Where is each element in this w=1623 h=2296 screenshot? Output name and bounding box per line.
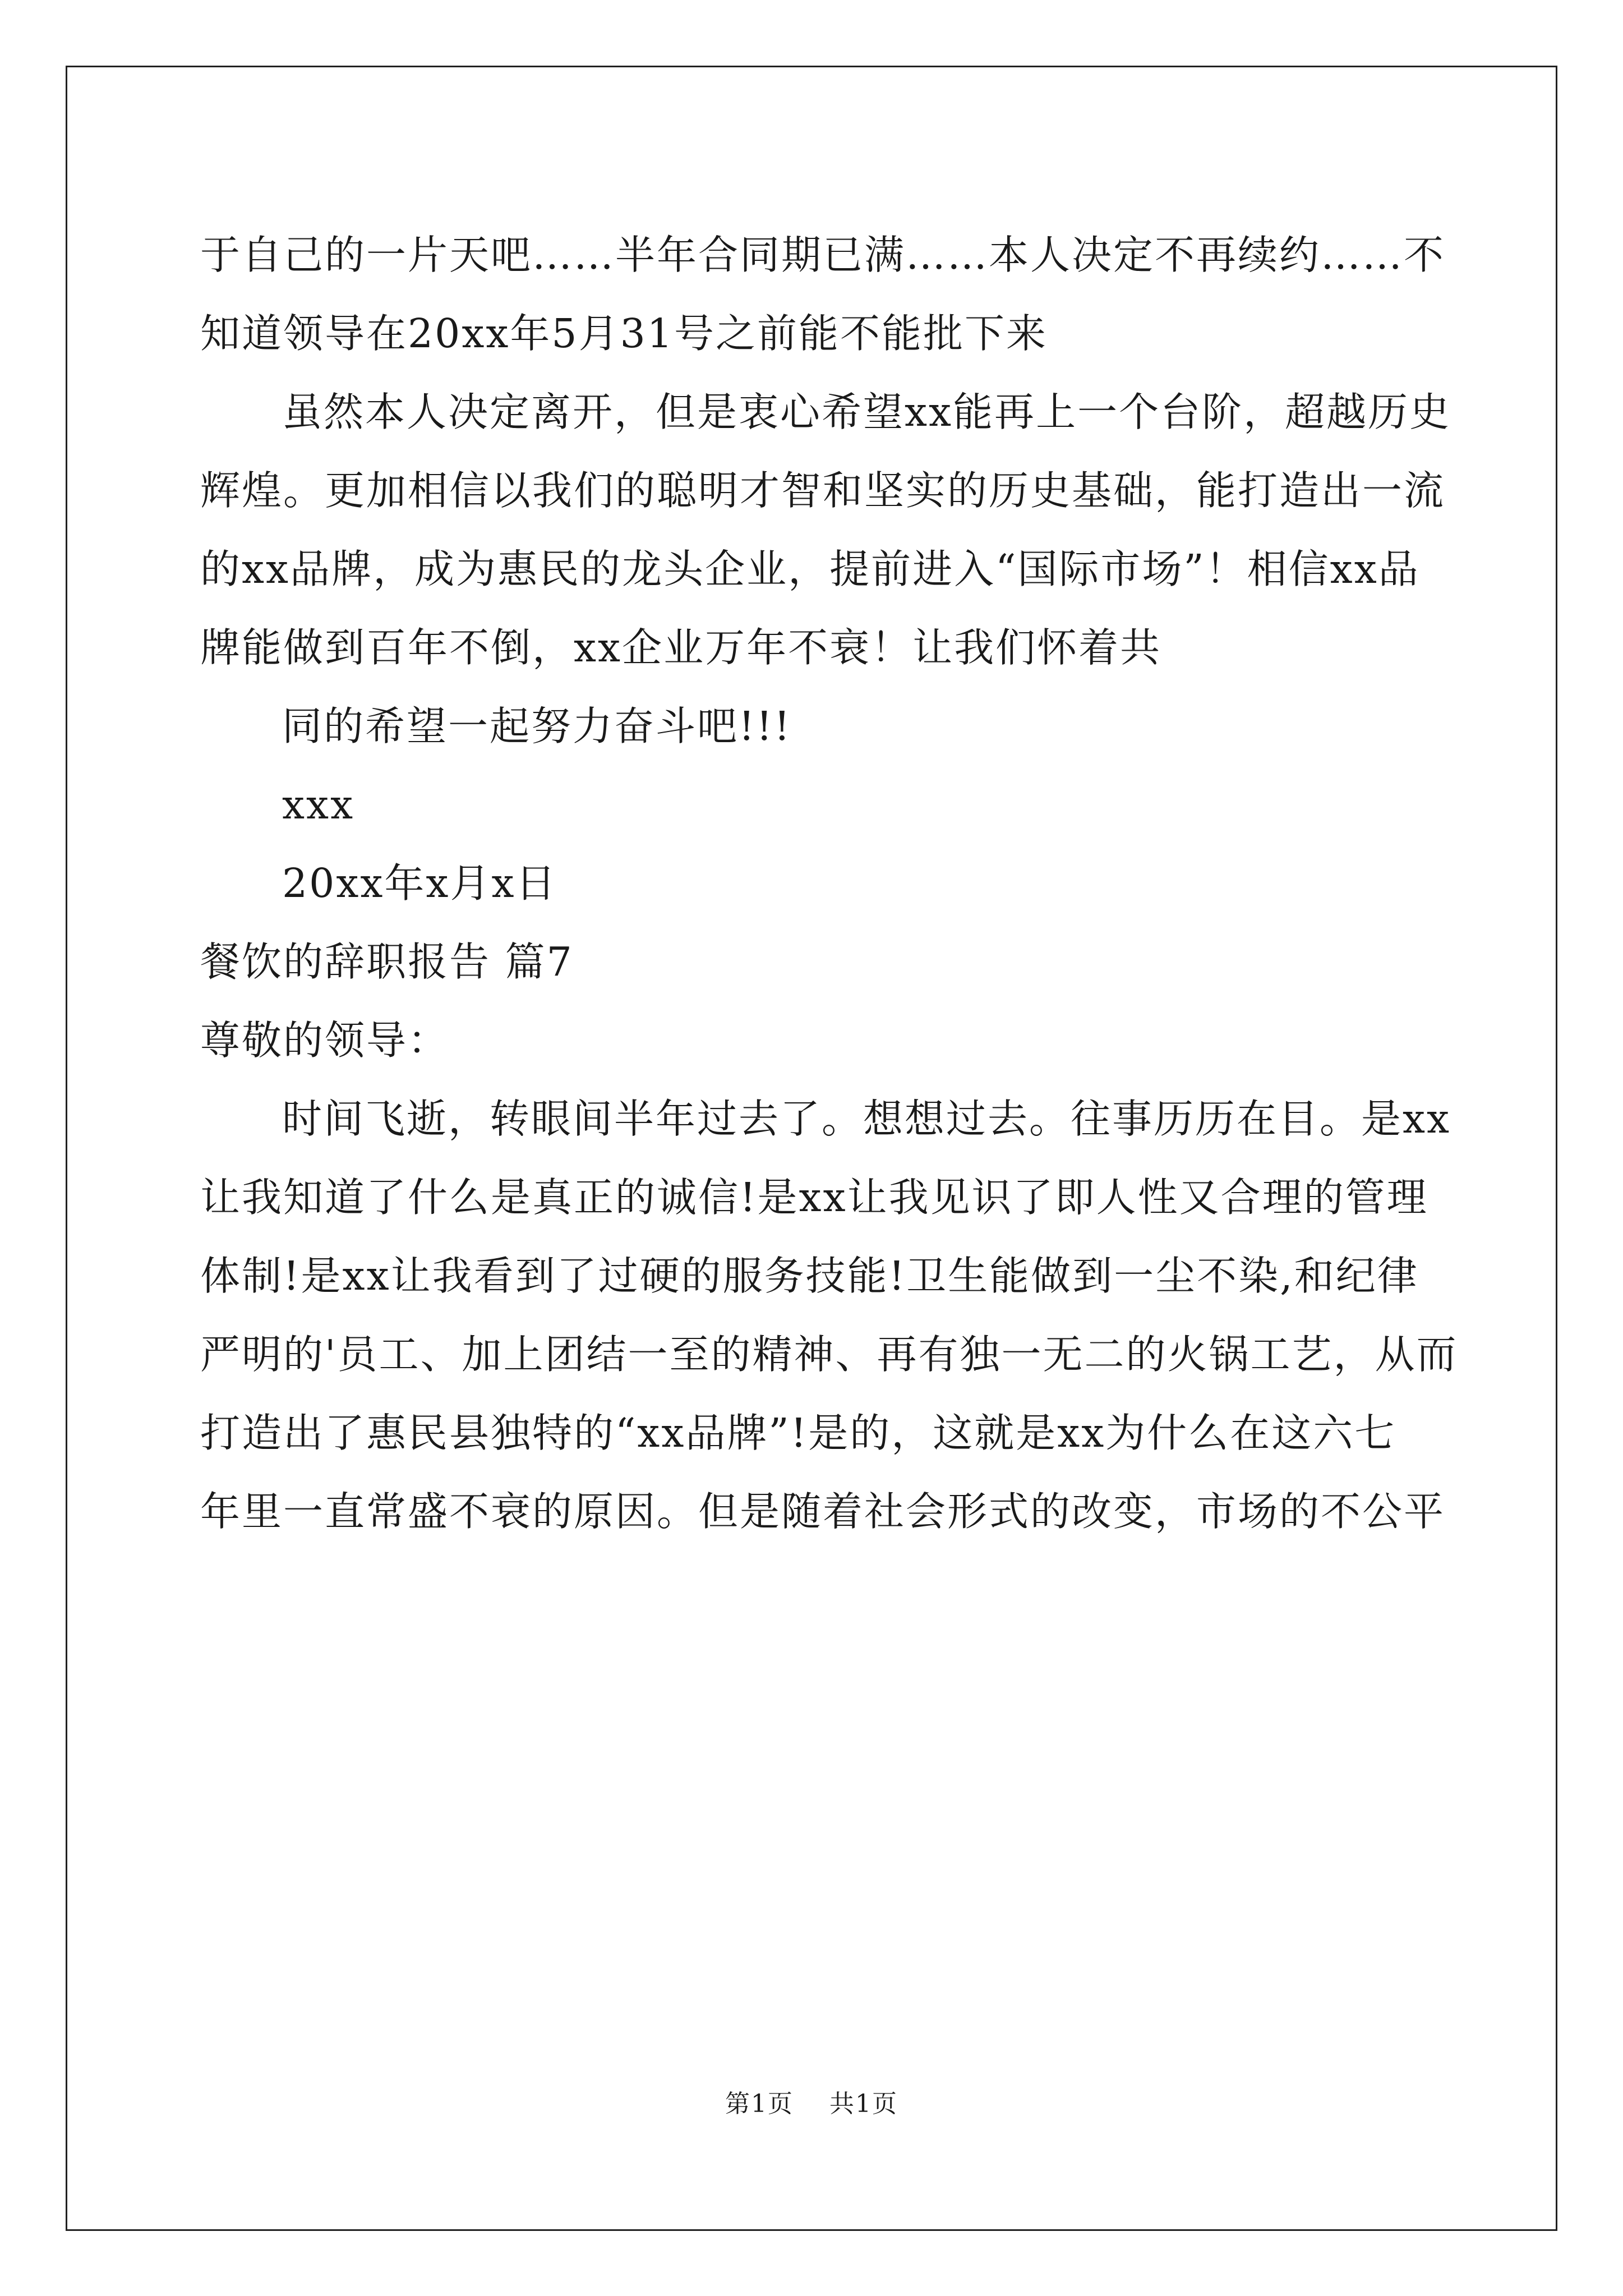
document-body — [200, 216, 1458, 1551]
letter-date — [200, 844, 1440, 923]
text-line: 虽然本人决定离开，但是衷心希望xx能再上一个台阶，超越历史 — [282, 389, 1451, 435]
text-line: 严明的'员工、加上团结一至的精神、再有独一无二的火锅工艺，从而 — [200, 1331, 1458, 1378]
signature — [200, 766, 1440, 844]
page-footer — [0, 2088, 1623, 2120]
text-line: 年里一直常盛不衰的原因。但是随着社会形式的改变，市场的不公平 — [200, 1488, 1446, 1535]
paragraph-continuation — [200, 216, 1446, 373]
text-line: 牌能做到百年不倒，xx企业万年不衰！让我们怀着共 — [200, 624, 1162, 671]
paragraph-wish — [200, 373, 1451, 687]
section-title — [200, 923, 1440, 1001]
page-number: 第1页 — [725, 2090, 794, 2118]
section-heading: 餐饮的辞职报告 篇7 — [200, 938, 574, 985]
text-line: 的xx品牌，成为惠民的龙头企业，提前进入“国际市场”！相信xx品 — [200, 546, 1420, 592]
signature-name: xxx — [282, 781, 355, 828]
text-line: 知道领导在20xx年5月31号之前能不能批下来 — [200, 310, 1048, 357]
text-line: 辉煌。更加相信以我们的聪明才智和坚实的历史基础，能打造出一流 — [200, 467, 1446, 514]
salutation — [200, 1001, 1440, 1080]
text-line: 体制!是xx让我看到了过硬的服务技能!卫生能做到一尘不染,和纪律 — [200, 1253, 1419, 1299]
paragraph-wish-end — [200, 687, 1440, 766]
text-line: 同的希望一起努力奋斗吧!!! — [282, 703, 792, 749]
page-total: 共1页 — [829, 2090, 898, 2118]
text-line: 时间飞逝，转眼间半年过去了。想想过去。往事历历在目。是xx — [282, 1096, 1451, 1142]
text-line: 于自己的一片天吧……半年合同期已满……本人决定不再续约……不 — [200, 232, 1446, 278]
date-text: 20xx年x月x日 — [282, 860, 557, 907]
paragraph-body — [200, 1080, 1458, 1551]
text-line: 让我知道了什么是真正的诚信!是xx让我见识了即人性又合理的管理 — [200, 1174, 1428, 1221]
salutation-text: 尊敬的领导： — [200, 1017, 450, 1064]
text-line: 打造出了惠民县独特的“xx品牌”!是的，这就是xx为什么在这六七 — [200, 1410, 1396, 1456]
